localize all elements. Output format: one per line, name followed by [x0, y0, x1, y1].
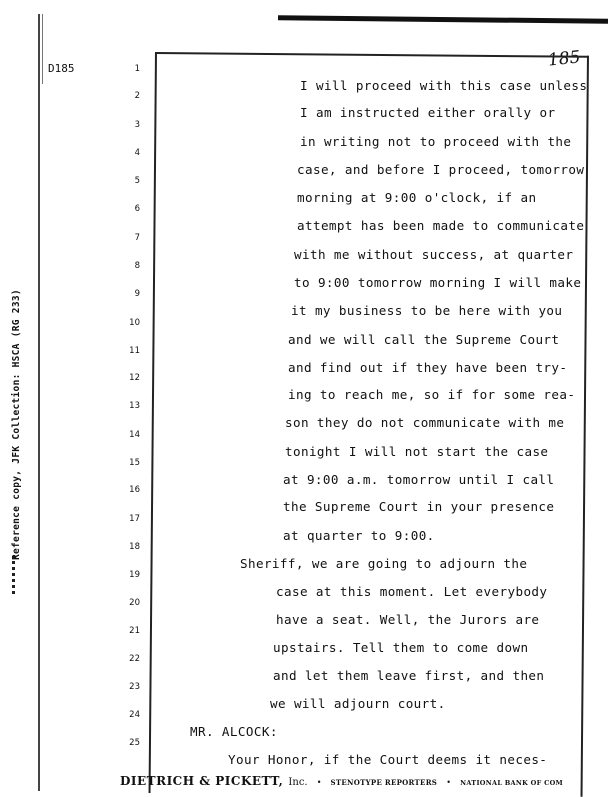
footer-separator: • — [316, 778, 322, 787]
line-number: 19 — [129, 570, 140, 580]
transcript-line: the Supreme Court in your presence — [283, 499, 555, 514]
left-margin-rule — [38, 14, 40, 791]
line-number: 2 — [134, 91, 140, 101]
transcript-line: to 9:00 tomorrow morning I will make — [294, 275, 582, 290]
line-number: 17 — [129, 514, 140, 524]
line-number: 25 — [129, 738, 140, 748]
reporter-footer — [120, 770, 563, 789]
document-id: D185 — [48, 62, 75, 75]
line-number: 8 — [134, 261, 140, 271]
line-number: 6 — [134, 204, 140, 214]
line-number: 22 — [129, 654, 140, 664]
transcript-line: attempt has been made to communicate — [297, 218, 585, 233]
line-number: 1 — [134, 64, 140, 74]
margin-stamp-tail — [12, 556, 25, 594]
transcript-line: have a seat. Well, the Jurors are — [276, 612, 540, 627]
transcript-line: morning at 9:00 o'clock, if an — [297, 190, 537, 205]
handwritten-page-number: 185 — [547, 47, 582, 71]
line-number: 9 — [134, 289, 140, 299]
transcript-line: and find out if they have been try- — [288, 360, 568, 375]
line-number: 10 — [129, 318, 140, 328]
transcript-line: at 9:00 a.m. tomorrow until I call — [283, 472, 555, 487]
transcript-line: and let them leave first, and then — [273, 668, 545, 683]
line-number: 15 — [129, 458, 140, 468]
archive-reference-stamp: Reference copy, JFK Collection: HSCA (RG 233) — [11, 289, 22, 560]
top-scan-bar — [278, 15, 608, 23]
line-number: 20 — [129, 598, 140, 608]
firm-name: DIETRICH & PICKETT, — [120, 774, 284, 788]
footer-separator-2: • — [446, 778, 451, 787]
transcript-line: MR. ALCOCK: — [190, 724, 278, 739]
line-number: 5 — [134, 176, 140, 186]
transcript-line: we will adjourn court. — [270, 696, 446, 711]
line-number: 13 — [129, 401, 140, 411]
line-number: 24 — [129, 710, 140, 720]
transcript-line: Your Honor, if the Court deems it neces- — [228, 752, 548, 767]
transcript-line: case at this moment. Let everybody — [276, 584, 548, 599]
line-number: 23 — [129, 682, 140, 692]
line-number: 7 — [134, 233, 140, 243]
transcript-line: I will proceed with this case unless — [300, 78, 588, 93]
line-number: 14 — [129, 430, 140, 440]
transcript-line: case, and before I proceed, tomorrow — [297, 162, 585, 177]
transcript-line: at quarter to 9:00. — [283, 528, 435, 543]
transcript-line: with me without success, at quarter — [294, 247, 574, 262]
transcript-line: tonight I will not start the case — [285, 444, 549, 459]
firm-suffix: Inc. — [288, 777, 308, 788]
line-number: 12 — [129, 373, 140, 383]
line-number: 11 — [129, 346, 140, 356]
transcript-line: ing to reach me, so if for some rea- — [288, 387, 576, 402]
transcript-line: and we will call the Supreme Court — [288, 332, 560, 347]
transcript-line: upstairs. Tell them to come down — [273, 640, 529, 655]
line-number: 18 — [129, 542, 140, 552]
transcript-line: it my business to be here with you — [291, 303, 563, 318]
line-number: 3 — [134, 120, 140, 130]
transcript-line: Sheriff, we are going to adjourn the — [240, 556, 528, 571]
line-number: 21 — [129, 626, 140, 636]
line-number: 16 — [129, 485, 140, 495]
bank-label: NATIONAL BANK OF COM — [460, 779, 564, 787]
transcript-line: I am instructed either orally or — [300, 105, 556, 120]
line-number: 4 — [134, 148, 140, 158]
left-margin-rule-secondary — [42, 14, 43, 84]
service-label: STENOTYPE REPORTERS — [330, 778, 438, 787]
transcript-line: son they do not communicate with me — [285, 415, 565, 430]
transcript-line: in writing not to proceed with the — [300, 134, 572, 149]
